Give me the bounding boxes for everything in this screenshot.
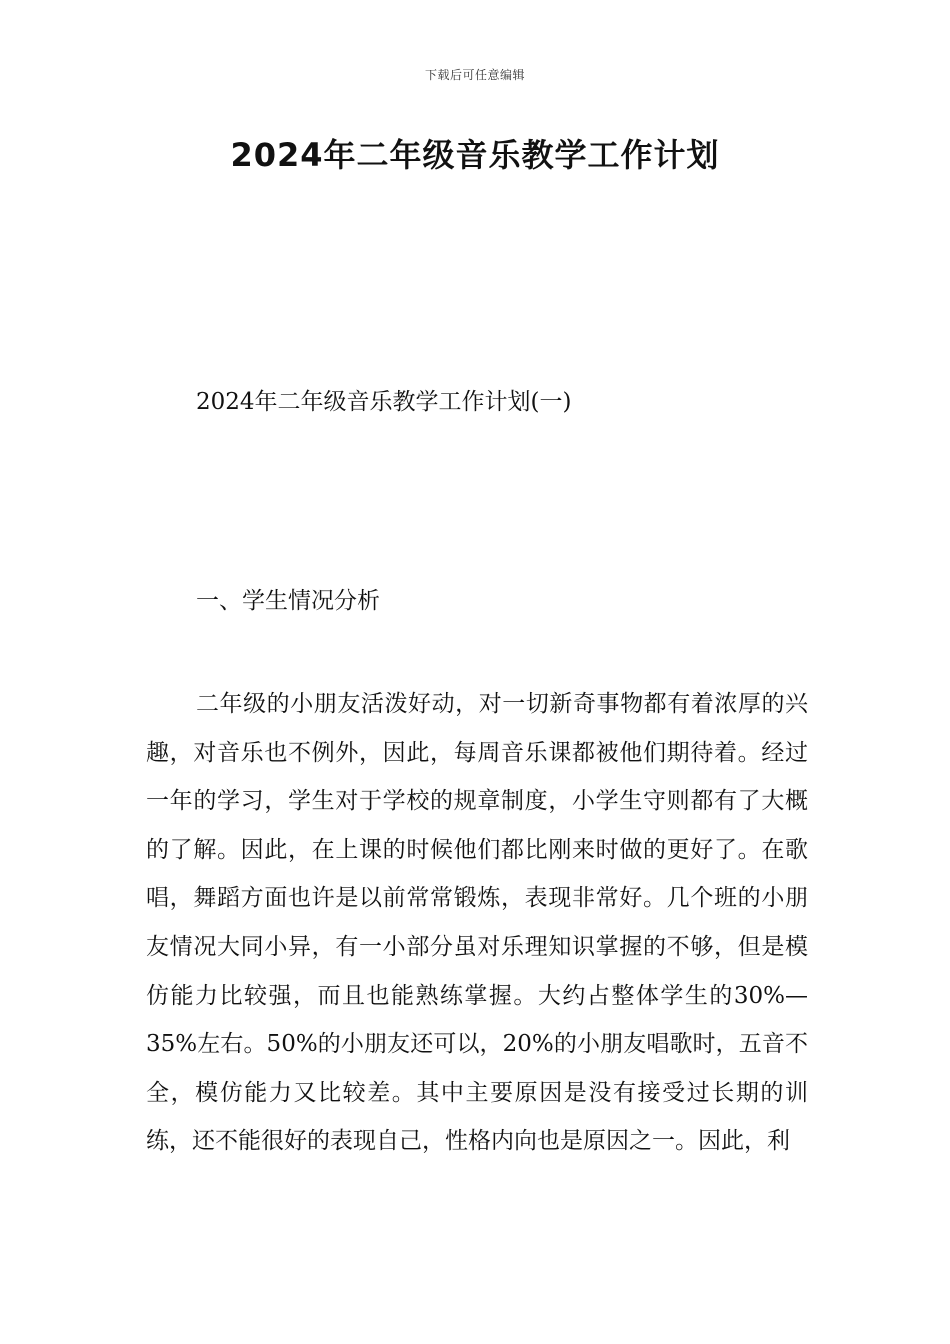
document-subtitle: 2024年二年级音乐教学工作计划(一) — [196, 389, 572, 415]
body-paragraph: 二年级的小朋友活泼好动，对一切新奇事物都有着浓厚的兴趣，对音乐也不例外，因此，每周音乐课都被他们期待着。经过一年的学习，学生对于学校的规章制度，小学生守则都有了大概的了解。因此，在上课的时候他们都比刚来时做的更好了。在歌唱，舞蹈方面也许是以前常常锻炼，表现非常好。几个班的小朋友情况大同小异，有一小部分虽对乐理知识掌握的不够，但是模仿能力比较强，而且也能熟练掌握。大约占整体学生的30%—35%左右。50%的小朋友还可以，20%的小朋友唱歌时，五音不全，模仿能力又比较差。其中主要原因是没有接受过长期的训练，还不能很好的表现自己，性格内向也是原因之一。因此，利 — [146, 691, 808, 1155]
header-note: 下载后可任意编辑 — [424, 68, 525, 82]
document-title: 2024年二年级音乐教学工作计划 — [230, 136, 720, 174]
section-heading: 一、学生情况分析 — [196, 588, 380, 614]
